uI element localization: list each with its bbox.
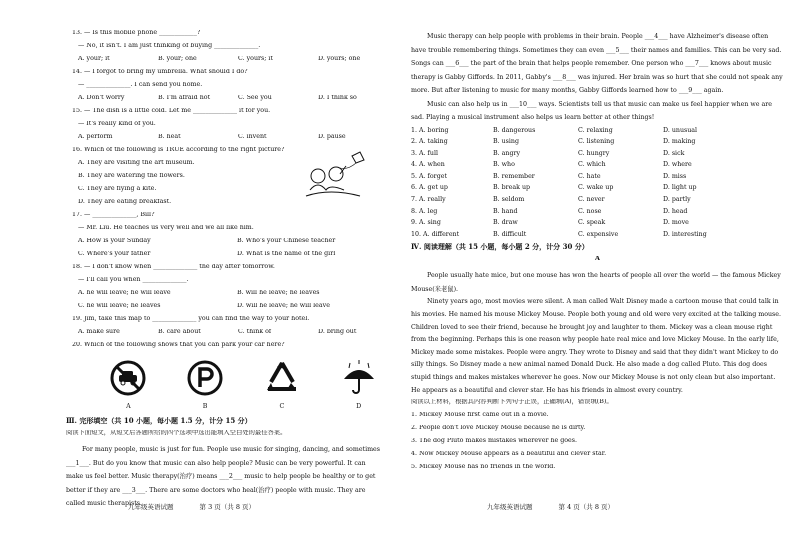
section4-title: Ⅳ. 阅读理解（共 15 小题，每小题 2 分，计分 30 分） — [411, 243, 589, 252]
section3-title: Ⅲ. 完形填空（共 10 小题，每小题 1.5 分，计分 15 分） — [66, 417, 252, 425]
q13-options: A. your; it B. your; one C. yours; it D. yours; one — [78, 56, 361, 62]
sign-a: A — [90, 359, 167, 417]
word-bank-row: 6. A. get up B. break up C. wake up D. light up — [411, 184, 697, 192]
q13-stem: 13. — Is this mobile phone ____________? — [72, 30, 201, 36]
q13-sub: — No, it isn't. I am just thinking of buying ______________. — [78, 43, 261, 49]
passage-a-label: A — [595, 256, 600, 263]
q16-option-a: A. They are visiting the art museum. — [78, 160, 195, 166]
q15-sub: — It's really kind of you. — [78, 121, 156, 127]
q18-options-cd: C. he will leave; he leaves D. will he leave; he will leave — [78, 303, 330, 309]
passage-a-instruction: 阅读以上材料，根据其内容判断下列句子正误，正确填(A)，错误填(B)。 — [411, 399, 613, 406]
section3-paragraph-1: For many people, music is just for fun. People use music for singing, dancing, and sometimes ___1___. But do you know that music can also help people? Music can be very powerful. It can make us feel better. Music therapy(治疗) means ___2___ music to help people be healthy or to get better if they are ___3___. There are some doctors who heal(治疗) people with music. They are called music therapists. — [66, 446, 381, 507]
passage-a-item: 3. The dog Pluto makes mistakes wherever he goes. — [411, 438, 578, 445]
q20-stem: 20. Which of the following shows that you can park your car here? — [72, 342, 285, 348]
word-bank-row: 9. A. sing B. draw C. speak D. move — [411, 219, 689, 227]
q18-stem: 18. — I don't know when ______________ the day after tomorrow. — [72, 264, 275, 270]
sign-b: B — [167, 359, 244, 417]
sign-c: C — [244, 359, 321, 417]
q14-options: A. Don't worry B. I'm afraid not C. See you D. I think so — [78, 95, 357, 101]
passage-a-item: 5. Mickey Mouse has no friends in the world. — [411, 464, 556, 471]
q16-option-d: D. They are eating breakfast. — [78, 199, 172, 205]
left-footer: 九年级英语试题 第 3 页（共 8 页） — [128, 503, 256, 511]
word-bank-row: 2. A. taking B. using C. listening D. making — [411, 138, 696, 146]
q17-options-ab: A. How is your Sunday B. Who's your Chinese teacher — [78, 238, 336, 244]
word-bank-row: 8. A. leg B. hand C. nose D. head — [411, 207, 688, 215]
kids-flying-kite-picture — [300, 150, 370, 202]
q14-sub: — ______________. I can send you home. — [78, 82, 203, 88]
q17-sub: — Mr. Liu. He teaches us very well and we all like him. — [78, 225, 254, 231]
sign-d: D — [320, 359, 397, 417]
word-bank-row: 4. A. when B. who C. which D. where — [411, 161, 692, 169]
right-footer: 九年级英语试题 第 4 页（共 8 页） — [487, 503, 615, 511]
parking-p-icon — [186, 359, 224, 397]
q17-options-cd: C. Where's your father D. What is the name of the girl — [78, 251, 336, 257]
passage-a-paragraph-1: People usually hate mice, but one mouse has won the hearts of people all over the world — the famous Mickey Mouse(米老鼠). — [411, 272, 781, 293]
q15-options: A. perform B. heat C. invent D. pause — [78, 134, 346, 140]
q18-sub: — I'll call you when ______________. — [78, 277, 189, 283]
recycle-icon — [262, 359, 302, 397]
q19-options: A. make sure B. care about C. think of D. bring out — [78, 329, 357, 335]
cloze-word-bank — [411, 128, 784, 244]
passage-a-item: 4. Now Mickey Mouse appears as a beautiful and clever star. — [411, 451, 607, 458]
section3-instruction: 阅读下面短文，从短文后各题所给的四个选项中选出能填入空白处的最佳答案。 — [66, 430, 287, 436]
right-page — [397, 0, 794, 539]
q14-stem: 14. — I forgot to bring my umbrella. What should I do? — [72, 69, 248, 75]
q16-option-b: B. They are watering the flowers. — [78, 173, 185, 179]
keep-dry-umbrella-icon — [340, 359, 378, 397]
q16-option-c: C. They are flying a kite. — [78, 186, 157, 192]
cloze-paragraph-3: Music can also help us in ___10___ ways. Scientists tell us that music can make us feel happier when we are sad. Playing a musical instrument also helps us learn better at other things! — [411, 100, 773, 121]
word-bank-row: 10. A. different B. difficult C. expensive D. interesting — [411, 230, 707, 238]
q19-stem: 19. Jim, take this map to ______________ you can find the way to your hotel. — [72, 316, 310, 322]
passage-a-paragraph-2: Ninety years ago, most movies were silent. A man called Walt Disney made a cartoon mouse that could talk in his movies. He named his mouse Mickey Mouse. People both young and old were very excited at the talking mouse. Children loved to see their friend, because he brought joy and laughter to them. Mickey was a clean mouse right from the beginning. Perhaps this is one reason why people hate real mice and love Mickey Mouse. In the early life, Mickey made some mistakes. People were angry. They wrote to Disney and said that they didn't want Mickey to do silly things. So Disney made a new animal named Donald Duck. He also made a dog called Pluto. This dog does stupid things and makes mistakes wherever he goes. Now our Mickey Mouse is not only clean but also important. He appears as a beautiful and clever star. He has his friends in almost every country. — [411, 298, 782, 394]
word-bank-row: 3. A. full B. angry C. hungry D. sick — [411, 149, 685, 157]
cloze-paragraph-2: Music therapy can help people with problems in their brain. People ___4___ have Alzheimer's disease often have trouble remembering things. Sometimes they can even ___5___ their names and families. This can be very sad. Songs can ___6___ the part of the brain that helps people remember. One person who ___7___ knows about music therapy is Gabby Giffords. In 2011, Gabby's ___8___ was injured. Her brain was so hurt that she could not speak any more. But after listening to music for many months, Gabby Giffords learned how to ___9___ again. — [411, 33, 783, 94]
q17-stem: 17. — ______________, Bill? — [72, 212, 155, 218]
passage-a-item: 1. Mickey Mouse first came out in a movie. — [411, 412, 549, 419]
word-bank-row: 7. A. really B. seldom C. never D. partly — [411, 196, 691, 204]
word-bank-row: 5. A. forget B. remember C. hate D. miss — [411, 172, 687, 180]
q18-options-ab: A. he will leave; he will leave B. will he leave; he leaves — [78, 290, 320, 296]
word-bank-row: 1. A. boring B. dangerous C. relaxing D. unusual — [411, 126, 698, 134]
q15-stem: 15. — The dish is a little cold. Let me ______________ it for you. — [72, 108, 271, 114]
no-parking-car-icon — [109, 359, 147, 397]
q20-signs — [90, 359, 397, 417]
q16-stem: 16. Which of the following is TRUE according to the right picture? — [72, 147, 285, 153]
passage-a-item: 2. People don't love Mickey Mouse because he is dirty. — [411, 425, 586, 432]
